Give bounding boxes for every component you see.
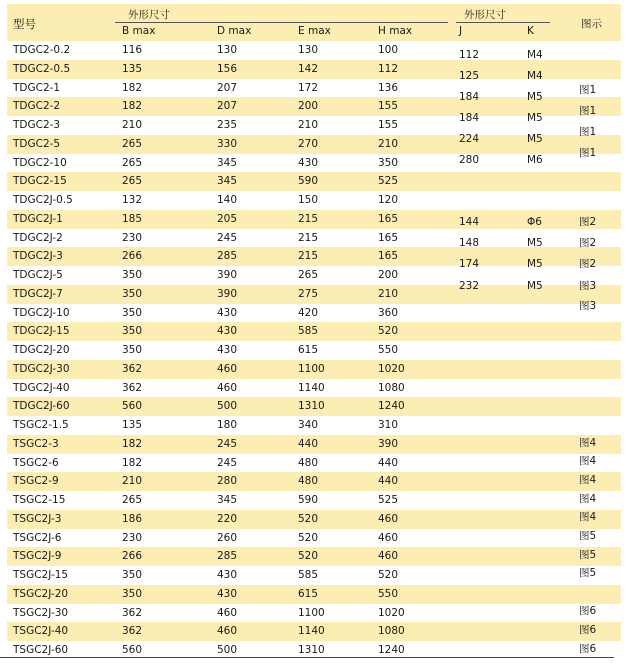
cell-d: 285	[217, 550, 238, 563]
cell-h: 360	[378, 306, 399, 319]
cell-model: TSGC2J-20	[13, 587, 69, 600]
cell-h: 165	[378, 231, 399, 244]
cell-h: 460	[378, 550, 399, 563]
cell-d: 285	[217, 250, 238, 263]
cell-h: 390	[378, 437, 399, 450]
cell-h: 525	[378, 175, 399, 188]
cell-e: 215	[298, 212, 319, 225]
cell-k: M5	[527, 133, 543, 145]
cell-model: TDGC2J-1	[13, 212, 63, 225]
table-row	[7, 491, 621, 510]
cell-e: 615	[298, 344, 319, 356]
cell-d: 460	[217, 625, 238, 638]
cell-model: TSGC2J-30	[13, 606, 69, 619]
cell-model: TSGC2J-6	[13, 531, 62, 544]
cell-k: M4	[527, 49, 543, 61]
header-h: H max	[378, 25, 413, 37]
cell-e: 520	[298, 550, 319, 563]
cell-e: 172	[298, 81, 319, 94]
cell-d: 207	[217, 81, 238, 94]
cell-h: 525	[378, 494, 399, 506]
header-b: B max	[122, 25, 156, 37]
cell-model: TSGC2J-9	[13, 550, 62, 563]
cell-k: M5	[527, 237, 543, 249]
cell-figure: 图3	[579, 280, 597, 292]
cell-model: TSGC2-15	[13, 494, 66, 506]
header-figure: 图示	[581, 18, 602, 30]
cell-e: 1100	[298, 606, 325, 619]
cell-d: 430	[217, 325, 238, 338]
cell-model: TSGC2-6	[13, 456, 59, 469]
table-bottom-rule	[0, 657, 614, 658]
cell-model: TDGC2J-7	[13, 287, 63, 300]
cell-model: TDGC2J-20	[13, 344, 70, 356]
cell-k: M5	[527, 258, 543, 270]
cell-d: 330	[217, 137, 238, 150]
cell-e: 1140	[298, 381, 325, 394]
cell-model: TDGC2-0.2	[13, 44, 71, 56]
cell-d: 500	[217, 644, 238, 656]
cell-b: 265	[122, 156, 143, 169]
cell-figure: 图6	[579, 605, 597, 617]
cell-j: 280	[459, 154, 480, 166]
cell-d: 130	[217, 44, 238, 56]
cell-d: 390	[217, 269, 238, 281]
cell-figure: 图4	[579, 437, 597, 449]
cell-k: Φ6	[527, 216, 542, 228]
cell-model: TDGC2J-3	[13, 250, 63, 263]
cell-figure: 图1	[579, 147, 597, 159]
cell-e: 615	[298, 587, 319, 600]
cell-figure: 图5	[579, 549, 597, 561]
cell-b: 182	[122, 100, 143, 113]
cell-model: TDGC2J-60	[13, 400, 70, 413]
cell-e: 1310	[298, 400, 325, 413]
cell-figure: 图2	[579, 237, 597, 249]
cell-h: 520	[378, 569, 399, 581]
cell-e: 520	[298, 531, 319, 544]
cell-figure: 图1	[579, 126, 597, 138]
cell-e: 440	[298, 437, 319, 450]
cell-e: 275	[298, 287, 319, 300]
cell-b: 186	[122, 512, 143, 525]
cell-e: 150	[298, 194, 319, 206]
cell-d: 345	[217, 494, 238, 506]
cell-model: TSGC2J-15	[13, 569, 69, 581]
cell-h: 120	[378, 194, 399, 206]
table-row	[7, 604, 621, 623]
cell-b: 132	[122, 194, 143, 206]
cell-h: 1020	[378, 362, 405, 375]
cell-e: 590	[298, 494, 319, 506]
cell-model: TSGC2J-40	[13, 625, 69, 638]
cell-e: 210	[298, 119, 319, 131]
cell-j: 148	[459, 237, 480, 249]
table-row	[7, 172, 621, 191]
cell-j: 144	[459, 216, 480, 228]
cell-b: 185	[122, 212, 143, 225]
cell-h: 1020	[378, 606, 405, 619]
cell-b: 265	[122, 175, 143, 188]
cell-model: TDGC2J-10	[13, 306, 70, 319]
cell-model: TDGC2-3	[13, 119, 61, 131]
cell-b: 182	[122, 437, 143, 450]
cell-b: 362	[122, 625, 143, 638]
cell-model: TDGC2J-40	[13, 381, 70, 394]
cell-b: 350	[122, 269, 143, 281]
table-header	[7, 4, 621, 41]
cell-h: 210	[378, 287, 399, 300]
cell-b: 362	[122, 606, 143, 619]
cell-figure: 图3	[579, 300, 597, 312]
cell-h: 1080	[378, 625, 405, 638]
cell-figure: 图4	[579, 474, 597, 486]
cell-e: 520	[298, 512, 319, 525]
cell-d: 430	[217, 344, 238, 356]
cell-model: TDGC2-1	[13, 81, 61, 94]
table-row	[7, 547, 621, 566]
table-row	[7, 322, 621, 341]
cell-b: 210	[122, 119, 143, 131]
cell-h: 100	[378, 44, 399, 56]
cell-d: 500	[217, 400, 238, 413]
cell-h: 520	[378, 325, 399, 338]
cell-h: 550	[378, 344, 399, 356]
cell-e: 270	[298, 137, 319, 150]
cell-b: 560	[122, 644, 143, 656]
cell-b: 350	[122, 344, 143, 356]
cell-figure: 图2	[579, 258, 597, 270]
cell-b: 350	[122, 569, 143, 581]
cell-b: 266	[122, 550, 143, 563]
cell-b: 350	[122, 587, 143, 600]
cell-e: 215	[298, 231, 319, 244]
cell-b: 350	[122, 325, 143, 338]
cell-d: 245	[217, 456, 238, 469]
header-e: E max	[298, 25, 331, 37]
cell-h: 112	[378, 62, 399, 75]
cell-b: 230	[122, 231, 143, 244]
cell-d: 156	[217, 62, 238, 75]
table-row	[7, 304, 621, 323]
cell-e: 585	[298, 325, 319, 338]
cell-h: 165	[378, 212, 399, 225]
cell-h: 440	[378, 456, 399, 469]
cell-d: 245	[217, 231, 238, 244]
cell-d: 220	[217, 512, 238, 525]
cell-e: 130	[298, 44, 319, 56]
cell-h: 1240	[378, 400, 405, 413]
cell-model: TSGC2-3	[13, 437, 59, 450]
table-row	[7, 341, 621, 360]
cell-b: 210	[122, 475, 143, 488]
cell-e: 590	[298, 175, 319, 188]
table-row	[7, 529, 621, 548]
table-row	[7, 472, 621, 491]
cell-h: 460	[378, 512, 399, 525]
cell-b: 350	[122, 287, 143, 300]
cell-h: 136	[378, 81, 399, 94]
table-row	[7, 379, 621, 398]
cell-j: 224	[459, 133, 480, 145]
cell-e: 420	[298, 306, 319, 319]
cell-k: M6	[527, 154, 543, 166]
cell-b: 362	[122, 362, 143, 375]
cell-figure: 图1	[579, 84, 597, 96]
cell-e: 480	[298, 456, 319, 469]
cell-d: 235	[217, 119, 238, 131]
cell-b: 182	[122, 81, 143, 94]
cell-model: TDGC2J-15	[13, 325, 70, 338]
header-j: J	[459, 25, 463, 37]
cell-e: 1100	[298, 362, 325, 375]
table-row	[7, 416, 621, 435]
cell-k: M5	[527, 91, 543, 103]
cell-e: 1310	[298, 644, 325, 656]
cell-e: 142	[298, 62, 319, 75]
cell-j: 125	[459, 70, 480, 82]
cell-j: 232	[459, 280, 480, 292]
cell-b: 135	[122, 62, 143, 75]
cell-b: 266	[122, 250, 143, 263]
cell-figure: 图2	[579, 216, 597, 228]
cell-d: 430	[217, 569, 238, 581]
table-row	[7, 566, 621, 585]
cell-b: 230	[122, 531, 143, 544]
cell-figure: 图5	[579, 530, 597, 542]
cell-d: 390	[217, 287, 238, 300]
cell-d: 140	[217, 194, 238, 206]
header-model: 型号	[13, 17, 36, 31]
header-rule-right	[456, 22, 550, 23]
cell-model: TSGC2-9	[13, 475, 59, 488]
cell-b: 350	[122, 306, 143, 319]
cell-e: 430	[298, 156, 319, 169]
cell-h: 155	[378, 119, 399, 131]
cell-b: 116	[122, 44, 143, 56]
cell-d: 460	[217, 381, 238, 394]
cell-h: 310	[378, 419, 399, 431]
cell-j: 112	[459, 49, 480, 61]
header-k: K	[527, 25, 534, 37]
cell-h: 1080	[378, 381, 405, 394]
cell-e: 200	[298, 100, 319, 113]
cell-figure: 图4	[579, 455, 597, 467]
cell-d: 207	[217, 100, 238, 113]
cell-model: TDGC2-15	[13, 175, 67, 188]
cell-b: 182	[122, 456, 143, 469]
cell-j: 184	[459, 91, 480, 103]
header-d: D max	[217, 25, 252, 37]
cell-h: 460	[378, 531, 399, 544]
header-rule-left	[115, 22, 448, 23]
table-row	[7, 191, 621, 210]
cell-d: 180	[217, 419, 238, 431]
cell-model: TSGC2J-60	[13, 644, 69, 656]
cell-d: 260	[217, 531, 238, 544]
cell-h: 200	[378, 269, 399, 281]
cell-d: 345	[217, 175, 238, 188]
cell-model: TDGC2J-5	[13, 269, 63, 281]
cell-figure: 图4	[579, 493, 597, 505]
cell-model: TDGC2J-30	[13, 362, 70, 375]
cell-model: TSGC2J-3	[13, 512, 62, 525]
cell-model: TDGC2-10	[13, 156, 67, 169]
cell-figure: 图6	[579, 643, 597, 655]
cell-model: TDGC2-5	[13, 137, 61, 150]
cell-k: M5	[527, 280, 543, 292]
cell-h: 550	[378, 587, 399, 600]
table-row	[7, 435, 621, 454]
cell-b: 265	[122, 137, 143, 150]
cell-b: 362	[122, 381, 143, 394]
cell-h: 165	[378, 250, 399, 263]
cell-d: 205	[217, 212, 238, 225]
cell-model: TDGC2J-2	[13, 231, 63, 244]
cell-model: TDGC2J-0.5	[13, 194, 73, 206]
cell-e: 585	[298, 569, 319, 581]
cell-b: 265	[122, 494, 143, 506]
cell-d: 430	[217, 306, 238, 319]
cell-k: M5	[527, 112, 543, 124]
cell-j: 184	[459, 112, 480, 124]
cell-b: 560	[122, 400, 143, 413]
table-row	[7, 585, 621, 604]
cell-h: 440	[378, 475, 399, 488]
cell-h: 155	[378, 100, 399, 113]
cell-d: 245	[217, 437, 238, 450]
cell-d: 460	[217, 362, 238, 375]
cell-model: TDGC2-2	[13, 100, 61, 113]
table-row	[7, 454, 621, 473]
table-row	[7, 397, 621, 416]
cell-d: 460	[217, 606, 238, 619]
cell-e: 1140	[298, 625, 325, 638]
cell-h: 1240	[378, 644, 405, 656]
cell-figure: 图4	[579, 511, 597, 523]
cell-h: 350	[378, 156, 399, 169]
cell-model: TDGC2-0.5	[13, 62, 71, 75]
cell-figure: 图1	[579, 105, 597, 117]
cell-d: 430	[217, 587, 238, 600]
cell-d: 280	[217, 475, 238, 488]
table-row	[7, 510, 621, 529]
table-row	[7, 622, 621, 641]
cell-k: M4	[527, 70, 543, 82]
cell-b: 135	[122, 419, 143, 431]
header-outer-dims-left: 外形尺寸	[128, 9, 170, 21]
cell-e: 480	[298, 475, 319, 488]
cell-e: 215	[298, 250, 319, 263]
table-row	[7, 360, 621, 379]
cell-d: 345	[217, 156, 238, 169]
cell-h: 210	[378, 137, 399, 150]
cell-e: 265	[298, 269, 319, 281]
cell-model: TSGC2-1.5	[13, 419, 69, 431]
cell-e: 340	[298, 419, 319, 431]
header-outer-dims-right: 外形尺寸	[464, 9, 506, 21]
cell-figure: 图5	[579, 567, 597, 579]
cell-figure: 图6	[579, 624, 597, 636]
cell-j: 174	[459, 258, 480, 270]
